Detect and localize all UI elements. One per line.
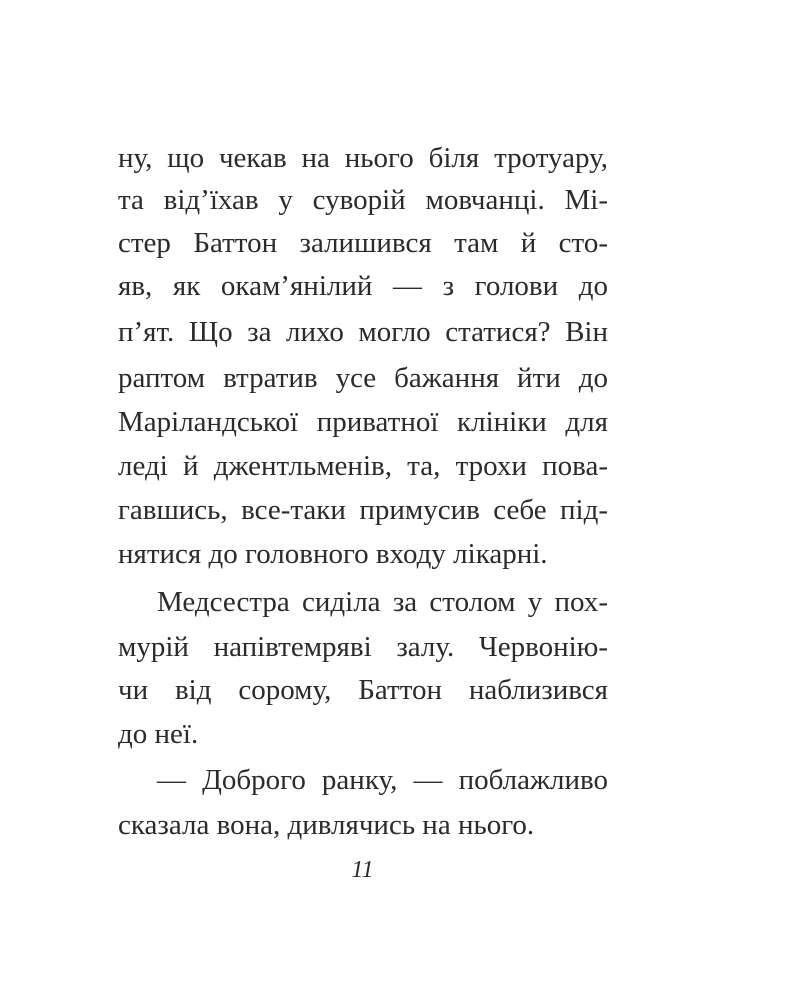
- text-line: гавшись, все-таки примусив себе під-: [118, 494, 608, 526]
- text-line: леді й джентльменів, та, трохи пова-: [118, 450, 608, 482]
- page-number: 11: [351, 857, 374, 883]
- text-line: яв, як окам’янілий — з голови до: [118, 270, 608, 302]
- text-line: та від’їхав у суворій мовчанці. Мі-: [118, 184, 608, 216]
- text-line: Маріландської приватної клініки для: [118, 406, 608, 438]
- text-line: чи від сорому, Баттон наблизився: [118, 674, 608, 706]
- text-line: п’ят. Що за лихо могло статися? Він: [118, 316, 608, 348]
- text-line: сказала вона, дивлячись на нього.: [118, 809, 535, 841]
- text-line: ну, що чекав на нього біля тротуару,: [118, 142, 608, 174]
- text-line: — Доброго ранку, — поблажливо: [157, 764, 608, 796]
- text-line: мурій напівтемряві залу. Червонію-: [118, 631, 608, 663]
- text-line: до неї.: [118, 718, 199, 750]
- text-line: Медсестра сиділа за столом у пох-: [157, 586, 608, 618]
- text-line: раптом втратив усе бажання йти до: [118, 362, 608, 394]
- text-line: нятися до головного входу лікарні.: [118, 538, 548, 570]
- text-line: стер Баттон залишився там й сто-: [118, 227, 608, 259]
